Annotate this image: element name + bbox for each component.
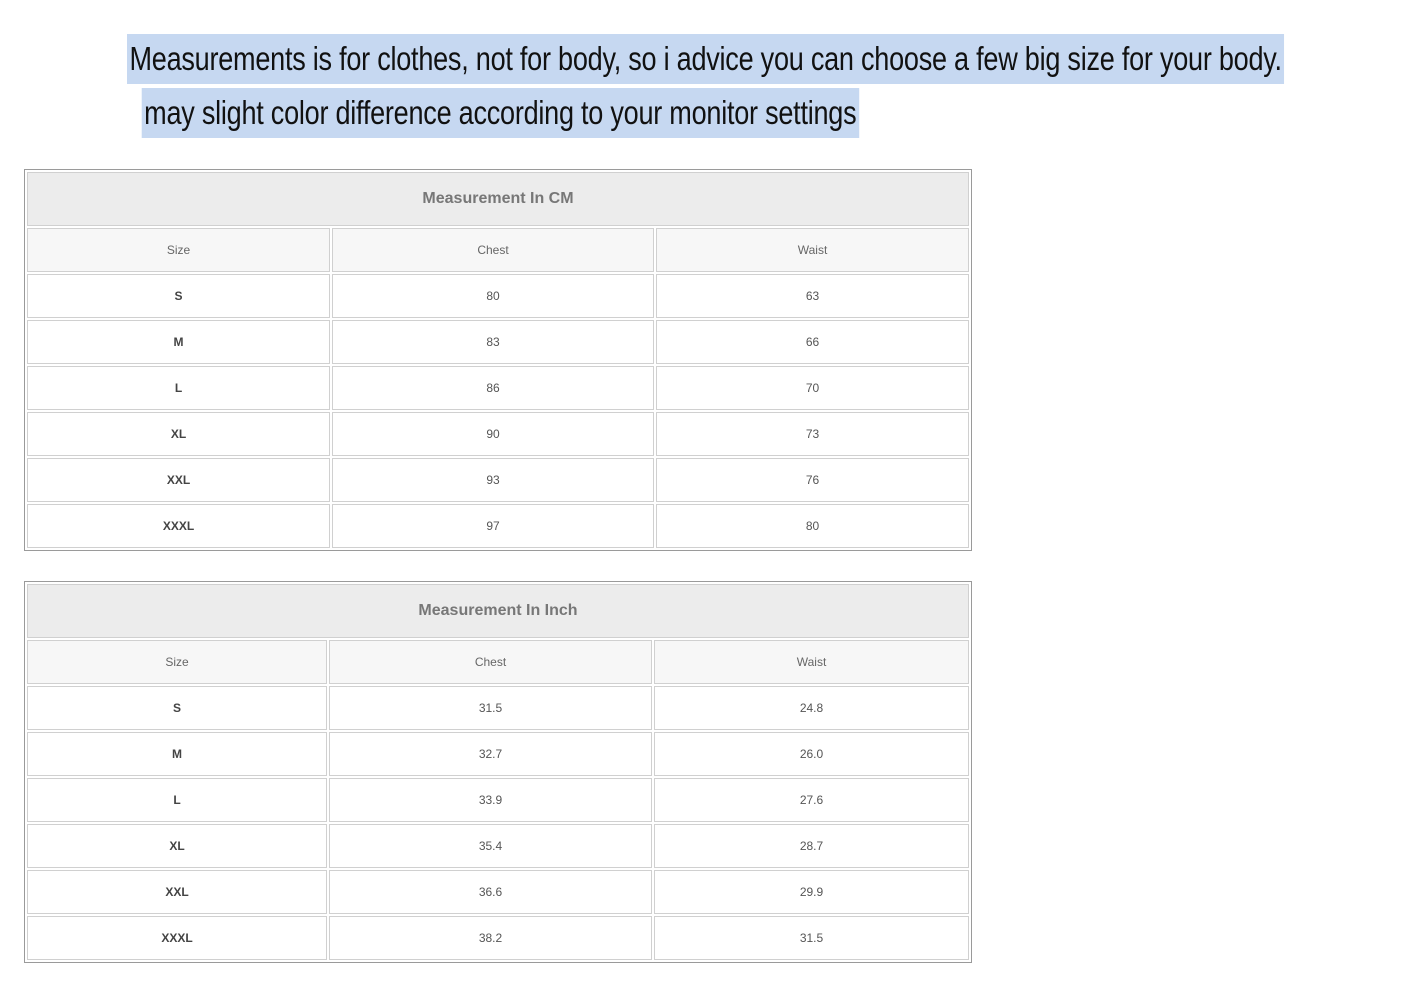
table-row xyxy=(27,778,969,822)
table-row xyxy=(27,916,969,960)
table-row xyxy=(27,274,969,318)
size-cell: XXL xyxy=(27,870,327,914)
chest-cell: 38.2 xyxy=(329,916,652,960)
table-row xyxy=(27,732,969,776)
waist-cell: 29.9 xyxy=(654,870,969,914)
table-header-row xyxy=(27,228,969,272)
size-cell: XXXL xyxy=(27,504,330,548)
size-cell: L xyxy=(27,366,330,410)
waist-cell: 63 xyxy=(656,274,969,318)
notice-line-2: may slight color difference according to your monitor settings xyxy=(141,88,858,138)
chest-cell: 83 xyxy=(332,320,654,364)
table-row xyxy=(27,412,969,456)
size-cell: S xyxy=(27,686,327,730)
header-chest: Chest xyxy=(332,228,654,272)
chest-cell: 80 xyxy=(332,274,654,318)
waist-cell: 70 xyxy=(656,366,969,410)
measurement-table-inch xyxy=(24,581,972,963)
table-title: Measurement In Inch xyxy=(27,584,969,638)
waist-cell: 26.0 xyxy=(654,732,969,776)
waist-cell: 28.7 xyxy=(654,824,969,868)
size-cell: L xyxy=(27,778,327,822)
table-title: Measurement In CM xyxy=(27,172,969,226)
chest-cell: 36.6 xyxy=(329,870,652,914)
chest-cell: 33.9 xyxy=(329,778,652,822)
table-row xyxy=(27,320,969,364)
size-cell: M xyxy=(27,732,327,776)
table-row xyxy=(27,870,969,914)
header-size: Size xyxy=(27,228,330,272)
size-cell: XL xyxy=(27,824,327,868)
size-cell: XXXL xyxy=(27,916,327,960)
waist-cell: 24.8 xyxy=(654,686,969,730)
chest-cell: 97 xyxy=(332,504,654,548)
waist-cell: 27.6 xyxy=(654,778,969,822)
waist-cell: 76 xyxy=(656,458,969,502)
chest-cell: 86 xyxy=(332,366,654,410)
waist-cell: 80 xyxy=(656,504,969,548)
header-chest: Chest xyxy=(329,640,652,684)
notice-line-1: Measurements is for clothes, not for body, so i advice you can choose a few big size for your body. xyxy=(127,34,1284,84)
size-cell: XXL xyxy=(27,458,330,502)
waist-cell: 66 xyxy=(656,320,969,364)
header-waist: Waist xyxy=(654,640,969,684)
chest-cell: 31.5 xyxy=(329,686,652,730)
header-size: Size xyxy=(27,640,327,684)
chest-cell: 90 xyxy=(332,412,654,456)
size-cell: M xyxy=(27,320,330,364)
table-row xyxy=(27,824,969,868)
size-notice xyxy=(0,34,1282,142)
chest-cell: 35.4 xyxy=(329,824,652,868)
waist-cell: 31.5 xyxy=(654,916,969,960)
size-cell: S xyxy=(27,274,330,318)
table-row xyxy=(27,686,969,730)
table-row xyxy=(27,504,969,548)
header-waist: Waist xyxy=(656,228,969,272)
table-row xyxy=(27,458,969,502)
waist-cell: 73 xyxy=(656,412,969,456)
table-header-row xyxy=(27,640,969,684)
chest-cell: 32.7 xyxy=(329,732,652,776)
chest-cell: 93 xyxy=(332,458,654,502)
size-cell: XL xyxy=(27,412,330,456)
table-row xyxy=(27,366,969,410)
measurement-table-cm xyxy=(24,169,972,551)
